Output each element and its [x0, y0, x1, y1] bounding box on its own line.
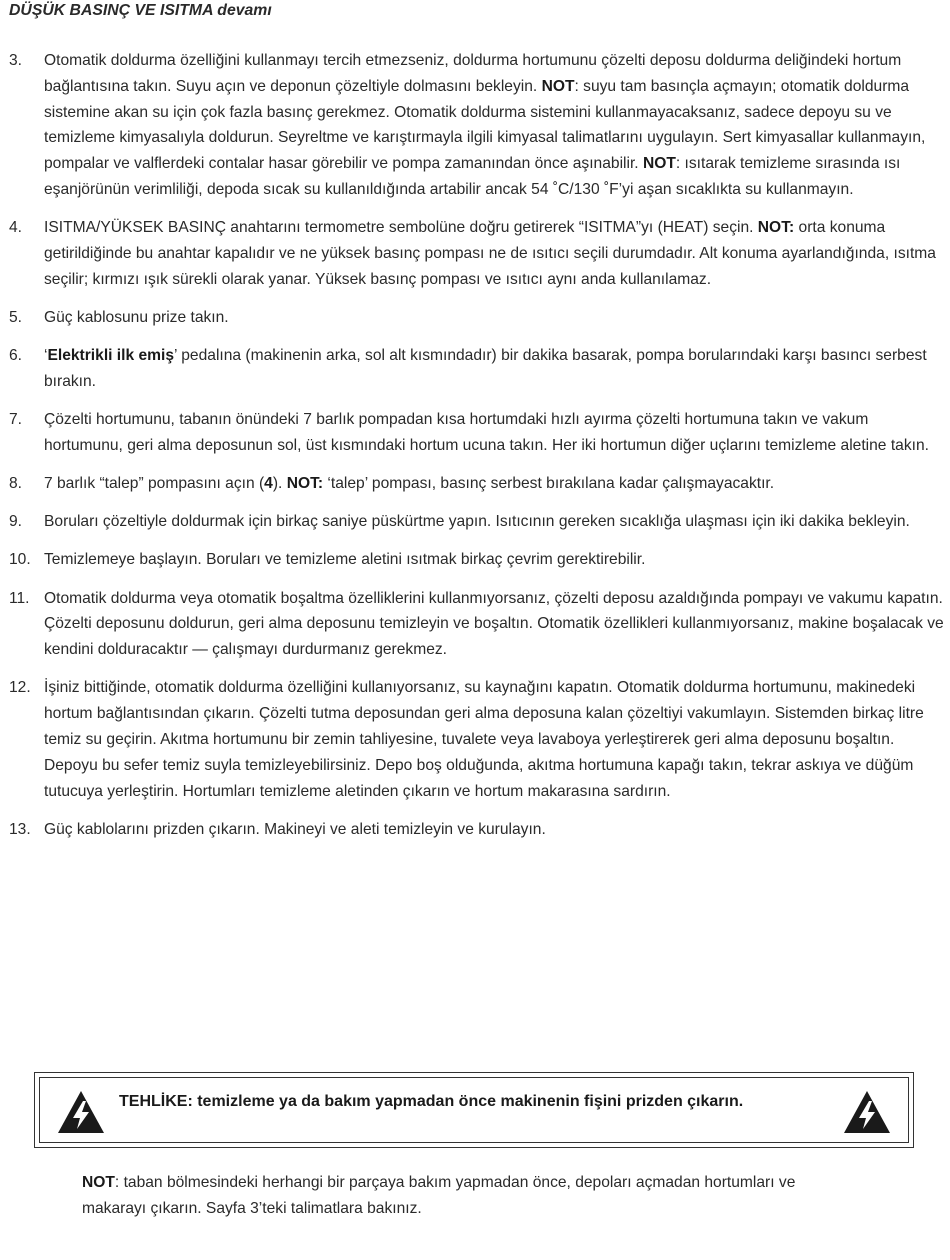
step-number: 8.	[9, 475, 23, 493]
instruction-step	[0, 471, 946, 497]
step-number: 12.	[9, 679, 31, 697]
instruction-step	[0, 48, 946, 203]
step-emphasis: 4	[264, 475, 273, 493]
instruction-step	[0, 407, 946, 459]
step-text: : ısıtarak temizleme sırasında ısı eşanjörünün verimliliği, depoda sıcak su kullanıldığında artabilir ancak 54 ˚C/130 ˚F’yi aşan sıcaklıkta su kullanmayın.	[44, 155, 901, 198]
instruction-step	[0, 509, 946, 535]
instruction-step	[0, 343, 946, 395]
step-number: 5.	[9, 308, 23, 326]
instruction-list	[0, 48, 946, 855]
step-text: Otomatik doldurma özelliğini kullanmayı tercih etmezseniz, doldurma hortumunu çözelti deposu doldurma deliğindeki hortum bağlantısına takın. Suyu açın ve deponun çözeltiyle dolmasını bekleyin.	[44, 52, 902, 95]
instruction-step	[0, 215, 946, 292]
step-text: Boruları çözeltiyle doldurmak için birkaç saniye püskürtme yapın. Isıtıcının gereken sıcaklığa ulaşması için iki dakika bekleyin.	[44, 513, 910, 531]
step-emphasis: NOT	[642, 155, 676, 173]
step-text: ISITMA/YÜKSEK BASINÇ anahtarını termometre sembolüne doğru getirerek “ISITMA”yı (HEAT) seçin.	[44, 219, 758, 237]
step-number: 3.	[9, 52, 23, 69]
instruction-step	[0, 817, 946, 843]
instruction-step	[0, 586, 946, 663]
danger-warning-box	[34, 1072, 914, 1148]
step-text: İşiniz bittiğinde, otomatik doldurma özelliğini kullanıyorsanız, su kaynağını kapatın. Otomatik doldurma hortumunu, makinedeki hortum bağlantısından çıkarın. Çözelti tutma deposundan geri alma deposuna kalan çözeltiyi vakumlayın. Sistemden birkaç litre temiz su geçirin. Akıtma hortumunu bir zemin tahliyesine, tuvalete veya lavaboya yerleştirerek geri alma deposunu boşaltın. Depoyu bu sefer temiz suyla temizleyebilirsiniz. Depo boş olduğunda, akıtma hortumuna kapağı takın, tekrar askıya ve düğüm tutucuya yerleştirin. Hortumları temizleme aletinden çıkarın ve hortum makarasına sardırın.	[44, 679, 924, 800]
high-voltage-warning-icon	[842, 1089, 892, 1135]
step-text: Güç kablosunu prize takın.	[44, 308, 229, 326]
step-emphasis: NOT:	[286, 475, 324, 493]
step-text: orta konuma getirildiğinde bu anahtar kapalıdır ve ne yüksek basınç pompası ne de ısıtıcı seçili durumdadır. Alt konuma ayarlandığında, ısıtma seçilir; kırmızı ışık sürekli olarak yanar. Yüksek basınç pompası ve ısıtıcı aynı anda kullanılamaz.	[44, 219, 936, 288]
danger-message: temizleme ya da bakım yapmadan önce makinenin fişini prizden çıkarın.	[192, 1093, 744, 1110]
step-text: ).	[272, 475, 287, 493]
step-number: 10.	[9, 551, 31, 569]
note-label: NOT	[82, 1174, 115, 1191]
maintenance-note	[82, 1170, 862, 1222]
step-number: 11.	[9, 589, 30, 607]
high-voltage-warning-icon	[56, 1089, 106, 1135]
danger-warning-text	[119, 1090, 819, 1113]
step-text: : suyu tam basınçla açmayın; otomatik doldurma sistemine akan su için çok fazla basınç gerekmez. Otomatik doldurma sistemini kullanmayacaksanız, sadece depoyu su ve temizleme kimyasalıyla doldurun. Seyreltme ve karıştırmayla ilgili kimyasal talimatlarını uygulayın. Sert kimyasallar kullanmayın, pompalar ve valflerdeki contalar hasar görebilir ve pompa zamanından önce aşınabilir.	[44, 77, 926, 173]
step-number: 13.	[9, 820, 31, 838]
instruction-step	[0, 305, 946, 331]
step-number: 4.	[9, 219, 23, 237]
step-text: Otomatik doldurma veya otomatik boşaltma özelliklerini kullanmıyorsanız, çözelti deposu azaldığında pompayı ve vakumu kapatın. Çözelti deposunu doldurun, geri alma deposunu temizleyin ve boşaltın. Otomatik özellikleri kullanmıyorsanız, makine boşalacak ve kendini dolduracaktır — çalışmayı durdurmanız gerekmez.	[44, 589, 944, 659]
step-text: Temizlemeye başlayın. Boruları ve temizleme aletini ısıtmak birkaç çevrim gerektirebilir.	[44, 551, 646, 569]
step-text: ‘	[44, 347, 48, 365]
step-number: 9.	[9, 513, 23, 531]
step-number: 7.	[9, 411, 23, 429]
step-text: ‘talep’ pompası, basınç serbest bırakılana kadar çalışmayacaktır.	[323, 475, 775, 493]
step-text: Güç kablolarını prizden çıkarın. Makineyi ve aleti temizleyin ve kurulayın.	[44, 820, 546, 838]
section-title: DÜŞÜK BASINÇ VE ISITMA devamı	[9, 2, 272, 19]
step-number: 6.	[9, 347, 23, 365]
step-text: Çözelti hortumunu, tabanın önündeki 7 barlık pompadan kısa hortumdaki hızlı ayırma çözelti hortumuna takın ve vakum hortumunu, geri alma deposunun sol, üst kısmındaki hortum ucuna takın. Her iki hortumun diğer uçlarını temizleme aletine takın.	[44, 411, 929, 454]
step-emphasis: NOT:	[757, 219, 795, 237]
step-emphasis: Elektrikli ilk emiş	[47, 347, 175, 365]
instruction-step	[0, 675, 946, 804]
step-emphasis: NOT	[541, 77, 575, 95]
danger-label: TEHLİKE:	[119, 1093, 193, 1110]
note-text: : taban bölmesindeki herhangi bir parçaya bakım yapmadan önce, depoları açmadan hortumları ve makarayı çıkarın. Sayfa 3’teki talimatlara bakınız.	[82, 1174, 796, 1217]
danger-warning-inner-border	[39, 1077, 909, 1143]
instruction-step	[0, 547, 946, 573]
step-text: ’ pedalına (makinenin arka, sol alt kısmındadır) bir dakika basarak, pompa borularındaki karşı basıncı serbest bırakın.	[44, 347, 927, 390]
step-text: 7 barlık “talep” pompasını açın (	[44, 475, 265, 493]
